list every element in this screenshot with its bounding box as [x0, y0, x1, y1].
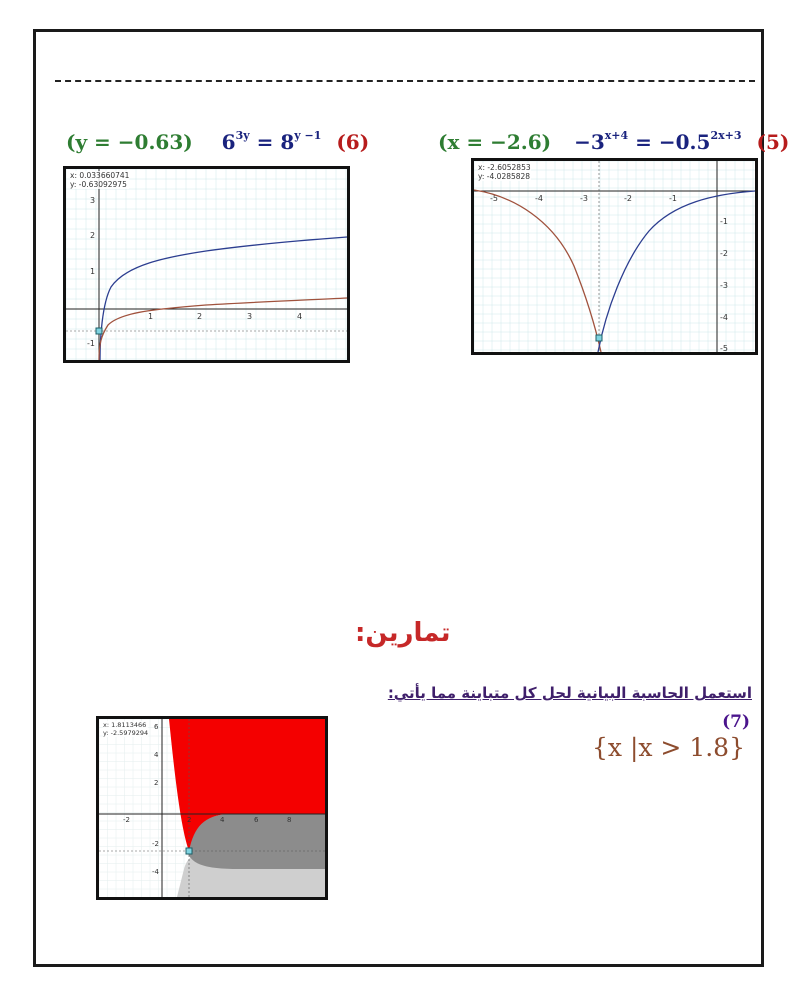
g6-xtick-1: 1 [148, 312, 154, 321]
graph-7 [96, 716, 328, 900]
eq6-equation: $6^{3y} = 8^{y -1}$ [221, 129, 322, 154]
g5-ytick-neg3: -3 [720, 281, 728, 290]
dashed-separator [55, 80, 755, 82]
g7-ytick-neg2: -2 [152, 840, 159, 848]
g7-ytick-neg4: -4 [152, 868, 159, 876]
g6-ytick-3: 3 [90, 196, 96, 205]
g5-xtick-neg1: -1 [669, 194, 677, 203]
g6-ytick-2: 2 [90, 231, 96, 240]
g6-ytick-neg1: -1 [87, 339, 95, 348]
graph-5-plot [474, 161, 755, 352]
graph-6 [63, 166, 350, 363]
graph-6-intersection-marker [96, 328, 102, 334]
g5-ytick-neg5: -5 [720, 344, 728, 352]
g7-readout-x: x: 1.8113466 [103, 721, 147, 729]
g6-xtick-4: 4 [297, 312, 303, 321]
g7-xtick-4: 4 [220, 816, 225, 824]
graph-5-xtick-labels [490, 194, 677, 203]
graph-6-xtick-labels [148, 312, 302, 321]
equation-5 [438, 130, 789, 154]
eq6-answer: (y = −0.63) [66, 130, 193, 154]
g5-xtick-neg2: -2 [624, 194, 632, 203]
exercises-instruction: استعمل الحاسبة البيانية لحل كل متباينة مما يأتي: [387, 684, 752, 702]
g5-xtick-neg5: -5 [490, 194, 498, 203]
g7-ytick-4: 4 [154, 751, 159, 759]
eq5-answer: (x = −2.6) [438, 130, 552, 154]
graph-5-readout [478, 163, 531, 181]
eq6-number: (6) [336, 130, 370, 154]
exercises-title: تمارين: [355, 618, 451, 648]
g7-xtick-8: 8 [287, 816, 292, 824]
g7-ytick-2: 2 [154, 779, 159, 787]
graph-5 [471, 158, 758, 355]
g6-readout-x: x: 0.033660741 [70, 171, 130, 180]
graph-5-grid [474, 161, 755, 352]
graph-7-readout [103, 721, 148, 737]
g5-xtick-neg3: -3 [580, 194, 588, 203]
g7-xtick-neg2: -2 [123, 816, 130, 824]
g5-ytick-neg1: -1 [720, 217, 728, 226]
eq5-equation: $-3^{x+4} = -0.5^{2x+3}$ [574, 129, 742, 154]
g7-ytick-6: 6 [154, 723, 159, 731]
g5-readout-y: y: -4.0285828 [478, 172, 531, 181]
equation-6 [66, 130, 369, 154]
graph-6-curve-blue [100, 237, 347, 360]
g6-ytick-1: 1 [90, 267, 96, 276]
graph-7-plot [99, 719, 325, 897]
g7-xtick-6: 6 [254, 816, 259, 824]
g7-xtick-2: 2 [187, 816, 192, 824]
exercise-7-answer: {x |x > 1.8} [592, 733, 745, 762]
exercise-7-number: (7) [722, 712, 750, 732]
graph-6-grid [66, 169, 347, 360]
g5-xtick-neg4: -4 [535, 194, 543, 203]
g5-ytick-neg2: -2 [720, 249, 728, 258]
g7-readout-y: y: -2.5979294 [103, 729, 149, 737]
g6-xtick-3: 3 [247, 312, 253, 321]
graph-5-intersection-marker [596, 335, 602, 341]
graph-6-readout [70, 171, 129, 189]
graph-6-plot [66, 169, 347, 360]
g6-xtick-2: 2 [197, 312, 203, 321]
g6-readout-y: y: -0.63092975 [70, 180, 127, 189]
eq5-number: (5) [756, 130, 790, 154]
g5-ytick-neg4: -4 [720, 313, 728, 322]
graph-7-intersection-marker [186, 848, 192, 854]
g5-readout-x: x: -2.6052853 [478, 163, 531, 172]
